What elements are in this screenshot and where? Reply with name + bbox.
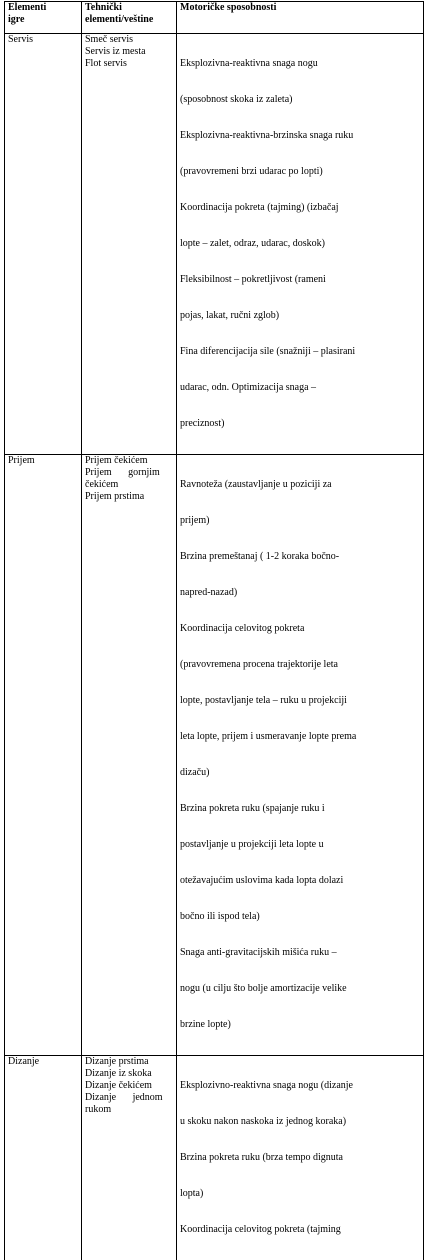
technique-item: Flot servis	[85, 58, 173, 70]
element-cell	[5, 1056, 82, 1260]
technique-item: Dizanje iz skoka	[85, 1068, 173, 1080]
ability-line: Fina diferencijacija sile (snažniji – plasirani	[180, 346, 420, 358]
ability-line: Snaga anti-gravitacijskih mišića ruku –	[180, 947, 420, 959]
header-elements	[5, 2, 82, 34]
ability-line: bočno ili ispod tela)	[180, 911, 420, 923]
table-row-dizanje	[5, 1056, 424, 1260]
header-techniques-line-1: Tehnički	[85, 2, 173, 14]
header-elements-line-2: igre	[8, 14, 78, 26]
header-abilities-line-1: Motoričke sposobnosti	[180, 2, 420, 14]
ability-line: Brzina pokreta ruku (spajanje ruku i	[180, 803, 420, 815]
ability-line: brzine lopte)	[180, 1019, 420, 1031]
ability-line: Brzina pokreta ruku (brza tempo dignuta	[180, 1152, 420, 1164]
header-techniques	[82, 2, 177, 34]
ability-line: Fleksibilnost – pokretljivost (rameni	[180, 274, 420, 286]
ability-line: napred-nazad)	[180, 587, 420, 599]
ability-line: (sposobnost skoka iz zaleta)	[180, 94, 420, 106]
ability-line: postavljanje u projekciji leta lopte u	[180, 839, 420, 851]
technique-item: rukom	[85, 1104, 173, 1116]
ability-line: pojas, lakat, ručni zglob)	[180, 310, 420, 322]
ability-line: Koordinacija pokreta (tajming) (izbačaj	[180, 202, 420, 214]
ability-line: lopta)	[180, 1188, 420, 1200]
ability-line: Koordinacija celovitog pokreta	[180, 623, 420, 635]
ability-line: udarac, odn. Optimizacija snaga –	[180, 382, 420, 394]
technique-item: Prijem prstima	[85, 491, 173, 503]
element-label: Dizanje	[8, 1056, 78, 1068]
techniques-cell	[82, 34, 177, 455]
ability-line: (pravovremena procena trajektorije leta	[180, 659, 420, 671]
ability-line: lopte – zalet, odraz, udarac, doskok)	[180, 238, 420, 250]
motor-abilities-table	[4, 1, 424, 1260]
abilities-cell	[177, 455, 424, 1056]
ability-line: leta lopte, prijem i usmeravanje lopte prema	[180, 731, 420, 743]
header-techniques-line-2: elementi/veštine	[85, 14, 173, 26]
header-abilities	[177, 2, 424, 34]
ability-line: Eksplozivno-reaktivna snaga nogu (dizanje	[180, 1080, 420, 1092]
technique-item: Dizanje prstima	[85, 1056, 173, 1068]
element-cell	[5, 34, 82, 455]
techniques-cell	[82, 1056, 177, 1260]
table-row-prijem	[5, 455, 424, 1056]
technique-item: Prijem čekićem	[85, 455, 173, 467]
ability-line: otežavajućim uslovima kada lopta dolazi	[180, 875, 420, 887]
technique-item: Dizanje čekićem	[85, 1080, 173, 1092]
element-label: Prijem	[8, 455, 78, 467]
abilities-cell	[177, 34, 424, 455]
ability-line: prijem)	[180, 515, 420, 527]
ability-line: u skoku nakon naskoka iz jednog koraka)	[180, 1116, 420, 1128]
ability-line: dizaču)	[180, 767, 420, 779]
ability-line: preciznost)	[180, 418, 420, 430]
abilities-cell	[177, 1056, 424, 1260]
header-row	[5, 2, 424, 34]
element-cell	[5, 455, 82, 1056]
technique-item: Dizanje jednom	[85, 1092, 173, 1104]
ability-line: Brzina premeštanaj ( 1-2 koraka bočno-	[180, 551, 420, 563]
ability-line: lopte, postavljanje tela – ruku u projekciji	[180, 695, 420, 707]
technique-item: čekićem	[85, 479, 173, 491]
element-label: Servis	[8, 34, 78, 46]
table-row-servis	[5, 34, 424, 455]
ability-line: Ravnoteža (zaustavljanje u poziciji za	[180, 479, 420, 491]
ability-line: Koordinacija celovitog pokreta (tajming	[180, 1224, 420, 1236]
technique-item: Smeč servis	[85, 34, 173, 46]
header-elements-line-1: Elementi	[8, 2, 78, 14]
technique-item: Servis iz mesta	[85, 46, 173, 58]
ability-line: Eksplozivna-reaktivna snaga nogu	[180, 58, 420, 70]
technique-item: Prijem gornjim	[85, 467, 173, 479]
ability-line: nogu (u cilju što bolje amortizacije velike	[180, 983, 420, 995]
ability-line: Eksplozivna-reaktivna-brzinska snaga ruku	[180, 130, 420, 142]
ability-line: (pravovremeni brzi udarac po lopti)	[180, 166, 420, 178]
techniques-cell	[82, 455, 177, 1056]
